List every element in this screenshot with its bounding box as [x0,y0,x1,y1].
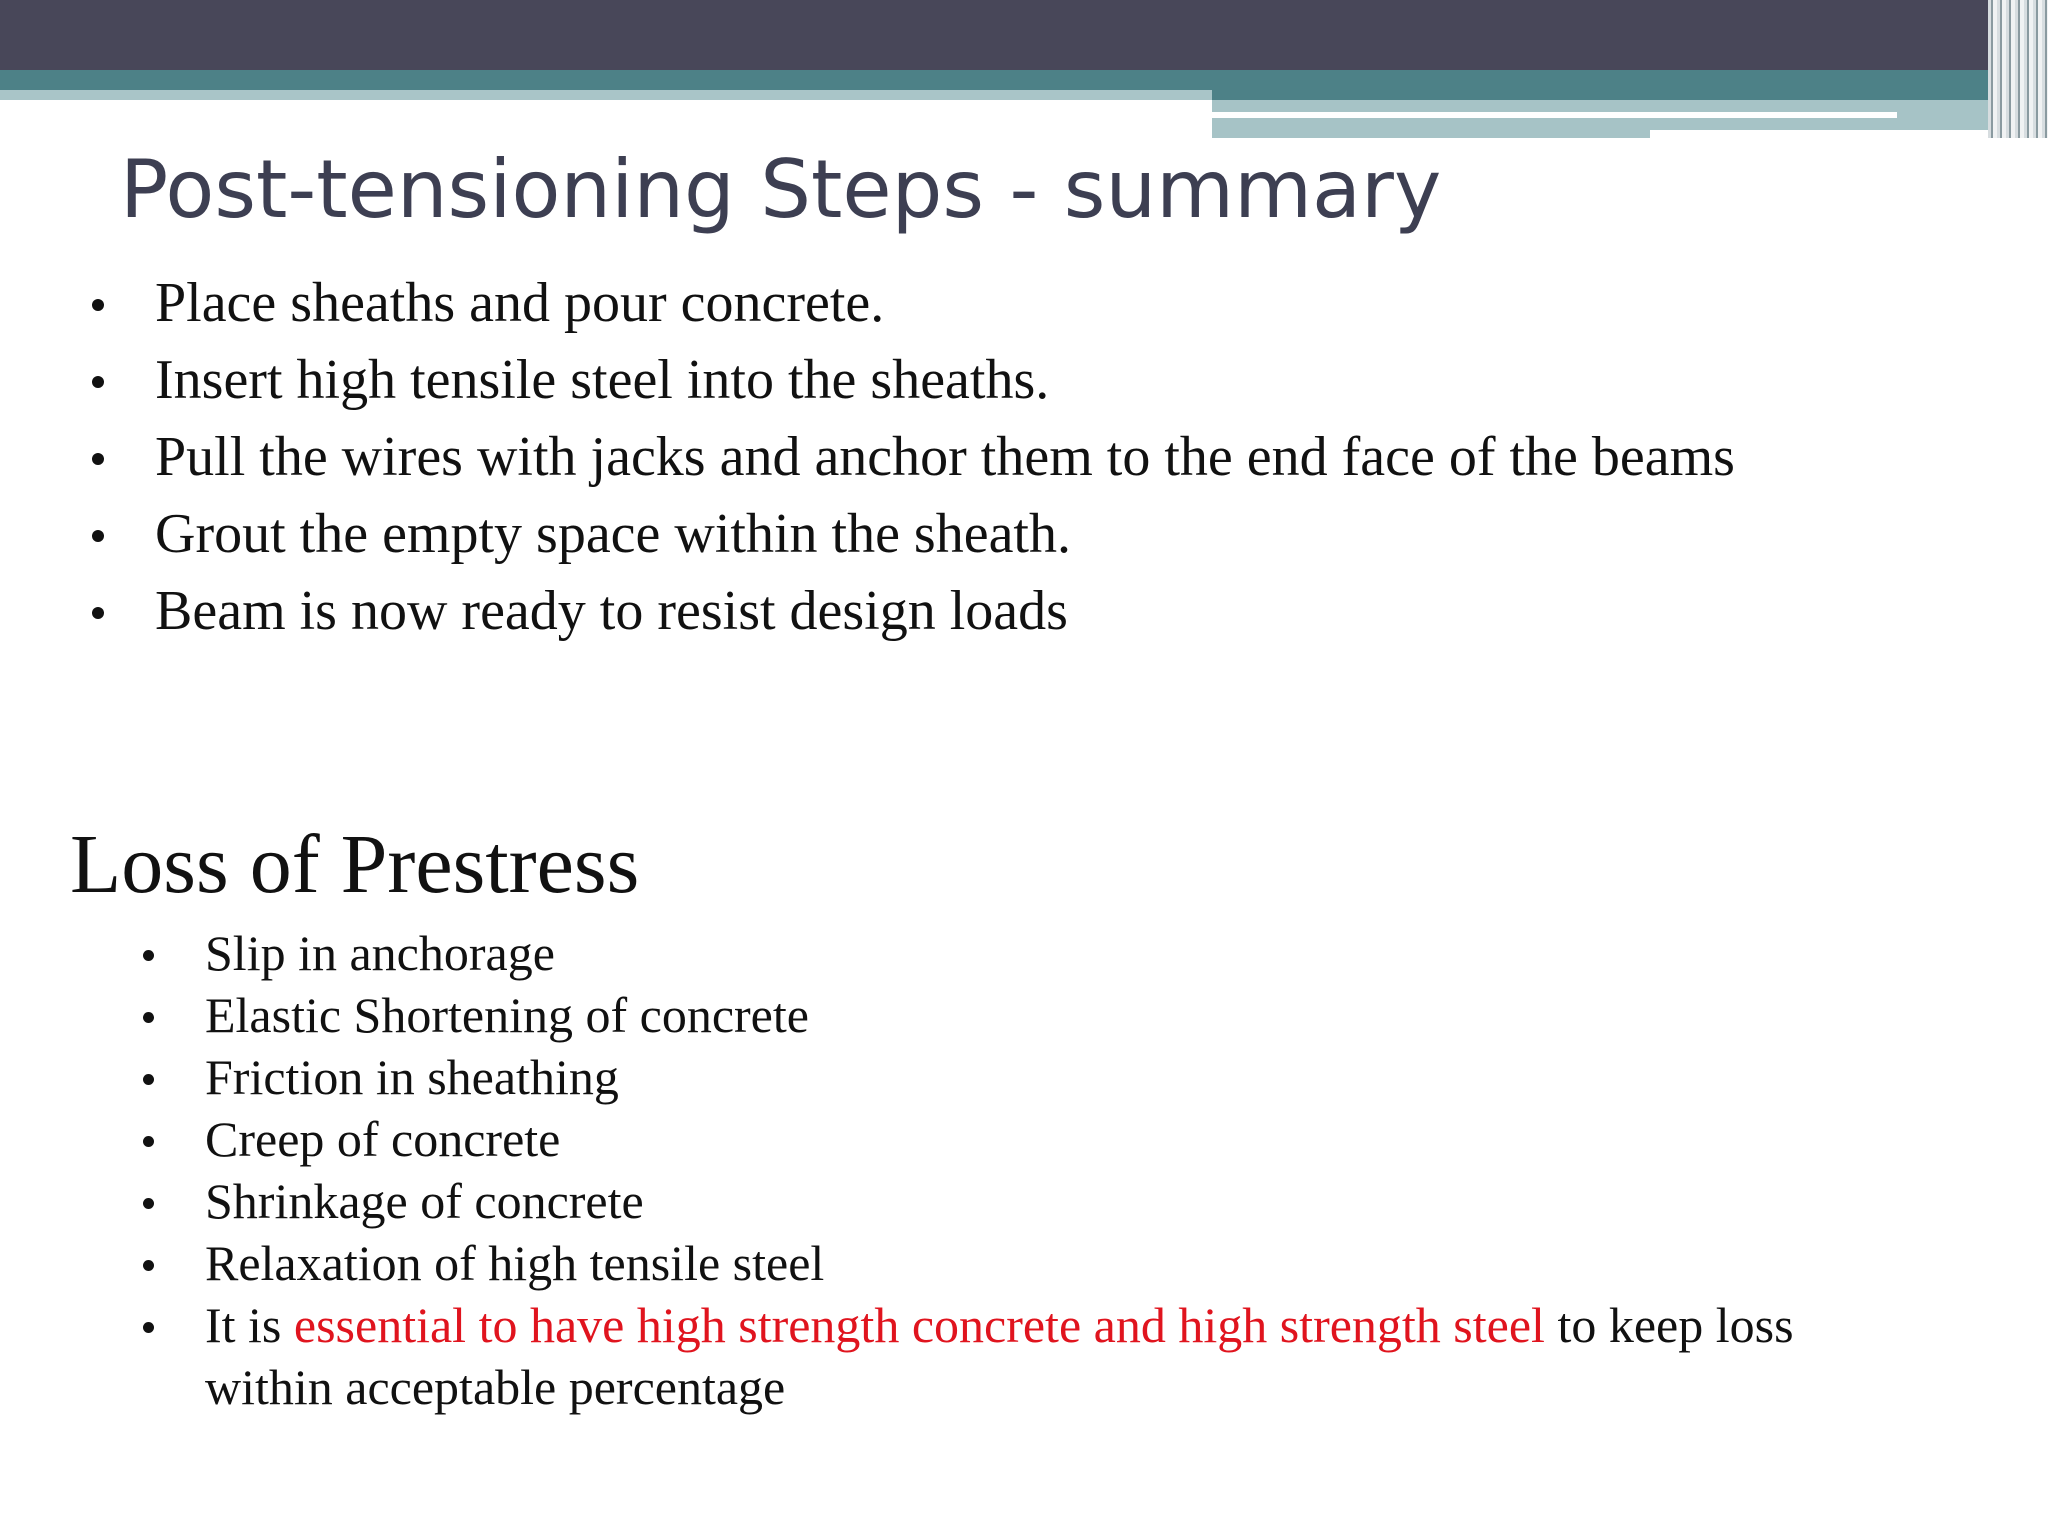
list-item [155,268,1955,338]
step-text: Beam is now ready to resist design loads [155,580,1068,642]
bullet-icon [143,950,154,961]
bullet-icon [143,1260,154,1271]
bullet-icon [143,1012,154,1023]
list-item [155,345,1955,415]
note-prefix: It is [205,1297,294,1353]
step-text: Grout the empty space within the sheath. [155,503,1071,565]
list-item [205,1294,1805,1418]
bullet-icon [92,530,104,542]
header-band-teal-left [0,70,1212,90]
note-suffix: to keep loss within acceptable percentage [205,1297,1794,1415]
loss-text: Slip in anchorage [205,925,555,981]
note-highlight: essential to have high strength concrete and high strength steel [293,1297,1545,1353]
section-heading: Loss of Prestress [70,818,640,911]
header-band-dark [0,0,2048,70]
header-band-light-left [0,90,1212,100]
header-white-line [1212,112,1897,118]
steps-list [155,268,1955,653]
loss-text: Friction in sheathing [205,1049,619,1105]
bullet-icon [143,1136,154,1147]
bullet-icon [92,607,104,619]
header-stripes [1988,0,2048,138]
bullet-icon [143,1074,154,1085]
header-white-line-2 [1650,130,2000,138]
list-item [205,1170,1905,1232]
list-item [205,1046,1905,1108]
bullet-icon [143,1198,154,1209]
loss-text: Shrinkage of concrete [205,1173,644,1229]
step-text: Place sheaths and pour concrete. [155,272,885,334]
list-item [205,922,1905,984]
list-item [155,422,1765,492]
list-item [155,499,1955,569]
list-item [205,984,1905,1046]
loss-text: Elastic Shortening of concrete [205,987,809,1043]
list-item [155,576,1955,646]
loss-text: Relaxation of high tensile steel [205,1235,825,1291]
bullet-icon [143,1322,154,1333]
slide-title: Post-tensioning Steps - summary [120,143,1442,236]
header-band-teal-right [1212,70,2048,100]
bullet-icon [92,376,104,388]
bullet-icon [92,453,104,465]
loss-text: Creep of concrete [205,1111,561,1167]
step-text: Insert high tensile steel into the sheaths. [155,349,1050,411]
list-item [205,1232,1905,1294]
bullet-icon [92,299,104,311]
step-text: Pull the wires with jacks and anchor them to the end face of the beams [155,426,1735,488]
list-item [205,1108,1905,1170]
losses-list [205,922,1905,1418]
